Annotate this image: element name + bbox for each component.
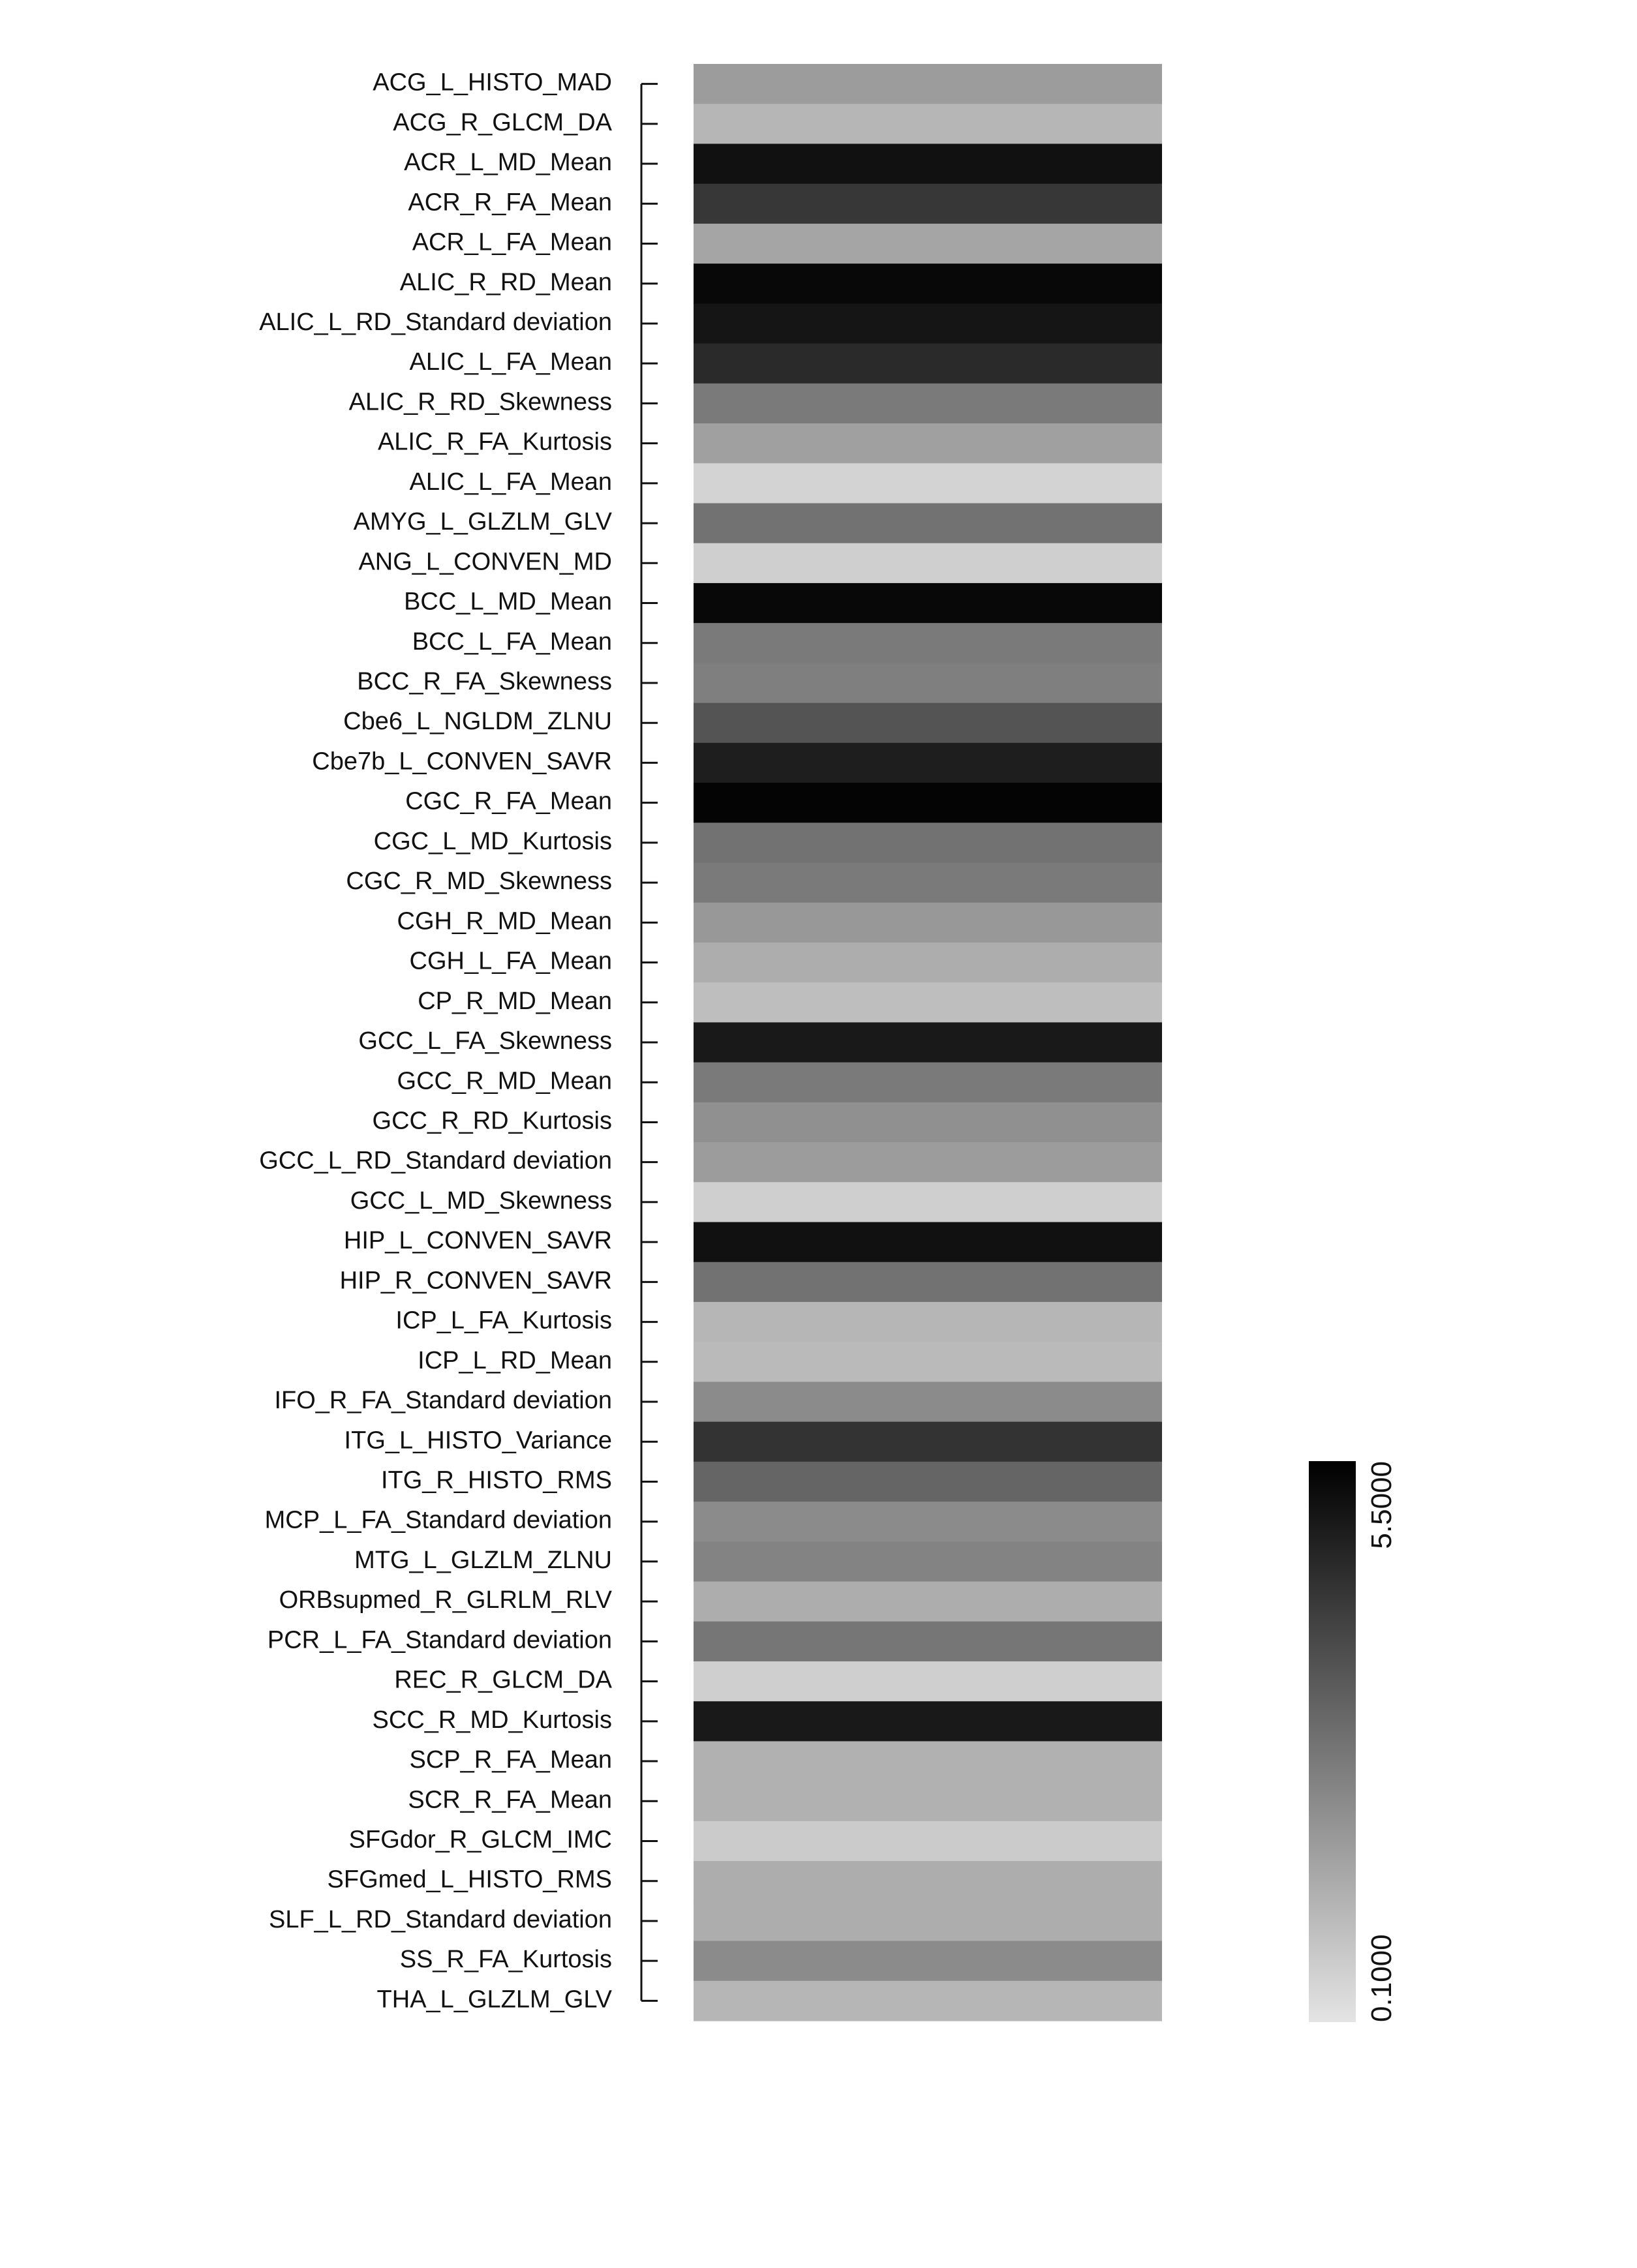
row-bracket xyxy=(641,84,658,2001)
heatmap-cell xyxy=(694,1182,1162,1222)
heatmap-cell xyxy=(694,743,1162,783)
row-label: ACR_L_FA_Mean xyxy=(412,228,612,256)
row-label: SFGdor_R_GLCM_IMC xyxy=(348,1826,612,1854)
heatmap-cell xyxy=(694,1582,1162,1622)
row-label: CGC_R_FA_Mean xyxy=(405,787,612,815)
heatmap-cell xyxy=(694,1102,1162,1143)
heatmap-cell xyxy=(694,1422,1162,1462)
row-label: AMYG_L_GLZLM_GLV xyxy=(353,508,612,536)
row-label: CGC_R_MD_Skewness xyxy=(346,868,612,896)
heatmap-cell xyxy=(694,1462,1162,1502)
row-label: Cbe6_L_NGLDM_ZLNU xyxy=(343,708,612,736)
row-label: ITG_R_HISTO_RMS xyxy=(380,1466,612,1494)
heatmap-cells xyxy=(694,64,1162,2021)
heatmap-cell xyxy=(694,1382,1162,1422)
row-label: SLF_L_RD_Standard deviation xyxy=(268,1905,612,1933)
row-label: ITG_L_HISTO_Variance xyxy=(344,1427,612,1455)
row-label: ALIC_R_FA_Kurtosis xyxy=(377,428,612,456)
row-label: ICP_L_RD_Mean xyxy=(418,1346,612,1374)
row-label: ALIC_L_FA_Mean xyxy=(409,468,612,496)
row-label: IFO_R_FA_Standard deviation xyxy=(274,1387,612,1415)
row-label: HIP_R_CONVEN_SAVR xyxy=(339,1267,612,1295)
heatmap-cell xyxy=(694,1981,1162,2021)
heatmap-cell xyxy=(694,823,1162,863)
row-labels xyxy=(259,69,612,2014)
row-label: ALIC_L_RD_Standard deviation xyxy=(259,308,612,336)
row-label: MCP_L_FA_Standard deviation xyxy=(264,1506,612,1534)
heatmap-cell xyxy=(694,1262,1162,1303)
heatmap-cell xyxy=(694,1342,1162,1382)
row-label: SCP_R_FA_Mean xyxy=(409,1746,612,1774)
heatmap-cell xyxy=(694,224,1162,264)
heatmap-cell xyxy=(694,663,1162,703)
row-label: GCC_R_MD_Mean xyxy=(397,1067,612,1095)
row-label: ALIC_R_RD_Skewness xyxy=(348,388,612,416)
heatmap-cell xyxy=(694,623,1162,663)
row-label: ACR_R_FA_Mean xyxy=(408,189,612,217)
row-label: BCC_R_FA_Skewness xyxy=(357,668,612,696)
heatmap-cell xyxy=(694,543,1162,584)
heatmap-cell xyxy=(694,1941,1162,1982)
heatmap-cell xyxy=(694,1901,1162,1941)
row-label: REC_R_GLCM_DA xyxy=(394,1666,612,1694)
heatmap-cell xyxy=(694,903,1162,943)
row-label: SS_R_FA_Kurtosis xyxy=(399,1946,612,1974)
colorbar-gradient xyxy=(1309,1461,1356,2022)
heatmap-cell xyxy=(694,1861,1162,1901)
heatmap-cell xyxy=(694,423,1162,464)
heatmap-cell xyxy=(694,1142,1162,1183)
row-label: SCC_R_MD_Kurtosis xyxy=(372,1706,612,1734)
row-label: SFGmed_L_HISTO_RMS xyxy=(327,1866,612,1894)
row-label: BCC_L_FA_Mean xyxy=(412,627,612,656)
heatmap-cell xyxy=(694,583,1162,624)
colorbar-max-label: 5.5000 xyxy=(1366,1461,1398,1549)
heatmap-cell xyxy=(694,144,1162,184)
row-label: MTG_L_GLZLM_ZLNU xyxy=(354,1546,612,1574)
heatmap-cell xyxy=(694,463,1162,504)
row-label: CGC_L_MD_Kurtosis xyxy=(373,827,612,855)
heatmap-cell xyxy=(694,1701,1162,1742)
heatmap-cell xyxy=(694,264,1162,304)
row-label: THA_L_GLZLM_GLV xyxy=(376,1986,612,2014)
colorbar xyxy=(1309,1461,1398,2022)
heatmap-cell xyxy=(694,1661,1162,1702)
row-label: BCC_L_MD_Mean xyxy=(404,588,612,616)
row-label: PCR_L_FA_Standard deviation xyxy=(267,1626,612,1654)
row-label: GCC_L_RD_Standard deviation xyxy=(259,1147,612,1175)
heatmap-cell xyxy=(694,1741,1162,1781)
row-label: Cbe7b_L_CONVEN_SAVR xyxy=(312,748,612,776)
row-label: GCC_L_FA_Skewness xyxy=(358,1027,612,1055)
heatmap-cell xyxy=(694,1302,1162,1342)
heatmap-cell xyxy=(694,783,1162,823)
heatmap-cell xyxy=(694,943,1162,983)
row-label: ACG_R_GLCM_DA xyxy=(393,108,612,136)
heatmap-cell xyxy=(694,1622,1162,1662)
heatmap-cell xyxy=(694,982,1162,1023)
heatmap-cell xyxy=(694,1063,1162,1103)
row-label: GCC_R_RD_Kurtosis xyxy=(372,1107,612,1135)
heatmap-cell xyxy=(694,384,1162,424)
row-label: ACG_L_HISTO_MAD xyxy=(373,68,612,97)
row-label: HIP_L_CONVEN_SAVR xyxy=(343,1227,612,1255)
heatmap-cell xyxy=(694,703,1162,744)
heatmap-cell xyxy=(694,503,1162,543)
row-label: ALIC_L_FA_Mean xyxy=(409,348,612,376)
row-label: CP_R_MD_Mean xyxy=(418,987,612,1015)
row-label: CGH_R_MD_Mean xyxy=(397,907,612,935)
row-label: ANG_L_CONVEN_MD xyxy=(358,548,612,576)
heatmap-cell xyxy=(694,1222,1162,1263)
row-label: ORBsupmed_R_GLRLM_RLV xyxy=(279,1586,612,1614)
heatmap-cell xyxy=(694,104,1162,144)
heatmap-cell xyxy=(694,1022,1162,1063)
heatmap-cell xyxy=(694,303,1162,344)
row-label: ACR_L_MD_Mean xyxy=(404,149,612,177)
row-label: SCR_R_FA_Mean xyxy=(408,1786,612,1814)
heatmap-cell xyxy=(694,184,1162,224)
colorbar-min-label: 0.1000 xyxy=(1366,1934,1398,2022)
heatmap-cell xyxy=(694,344,1162,384)
row-label: ALIC_R_RD_Mean xyxy=(399,268,612,296)
row-label: GCC_L_MD_Skewness xyxy=(350,1187,612,1215)
heatmap-cell xyxy=(694,1821,1162,1862)
row-label: CGH_L_FA_Mean xyxy=(409,947,612,975)
heatmap-cell xyxy=(694,1502,1162,1542)
heatmap-cell xyxy=(694,1541,1162,1582)
heatmap-cell xyxy=(694,64,1162,104)
heatmap-cell xyxy=(694,862,1162,903)
row-label: ICP_L_FA_Kurtosis xyxy=(395,1307,612,1335)
heatmap-cell xyxy=(694,1781,1162,1822)
